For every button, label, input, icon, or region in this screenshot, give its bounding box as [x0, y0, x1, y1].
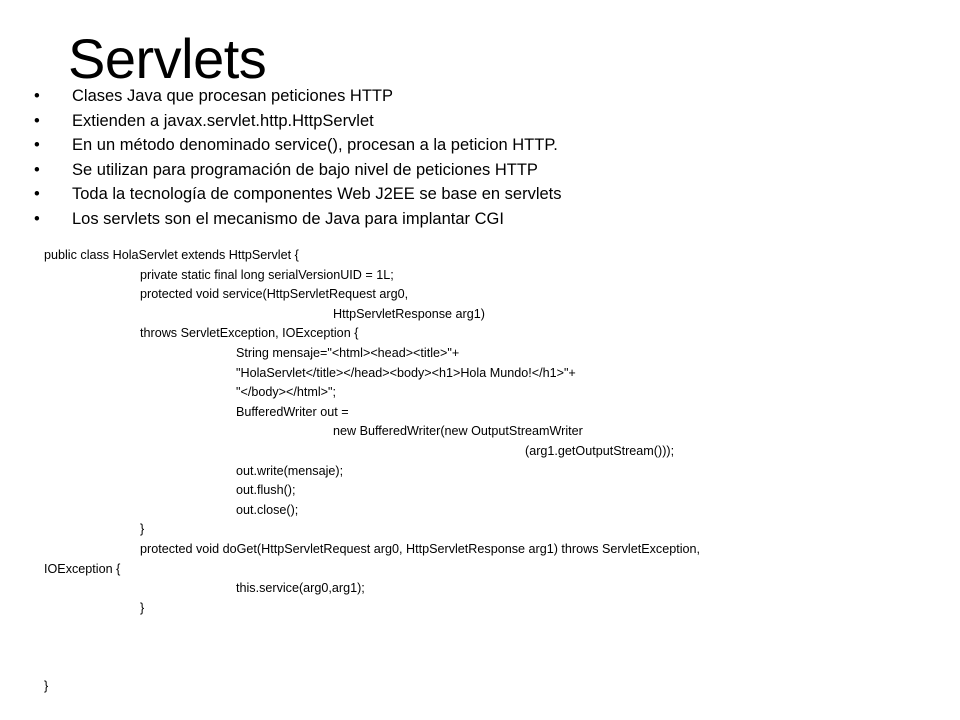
code-line	[0, 560, 960, 580]
bullet-item	[0, 84, 960, 109]
code-line-text: throws ServletException, IOException {	[140, 326, 359, 341]
code-line-text: out.write(mensaje);	[236, 463, 344, 478]
code-line	[0, 442, 960, 462]
code-line-text: "HolaServlet</title></head><body><h1>Hola Mundo!</h1>"+	[236, 365, 576, 380]
code-line	[0, 501, 960, 521]
bullet-text: Clases Java que procesan peticiones HTTP	[72, 87, 393, 105]
code-line	[0, 266, 960, 286]
code-line-text: "</body></html>";	[236, 385, 336, 400]
code-line-text: private static final long serialVersionUID = 1L;	[140, 267, 394, 282]
code-line	[0, 383, 960, 403]
code-line	[0, 305, 960, 325]
code-line-text: }	[140, 600, 145, 615]
code-line-text: }	[140, 522, 145, 537]
code-line-text: out.flush();	[236, 483, 296, 498]
slide-title: Servlets	[68, 27, 267, 90]
code-line	[0, 599, 960, 619]
code-spacer	[0, 618, 960, 677]
code-line	[0, 462, 960, 482]
bullet-list	[0, 84, 960, 232]
bullet-text: Extienden a javax.servlet.http.HttpServlet	[72, 111, 374, 130]
bullet-marker: •	[34, 160, 40, 179]
bullet-item	[0, 109, 960, 134]
code-line-text: public class HolaServlet extends HttpServlet {	[44, 248, 299, 262]
bullet-marker: •	[34, 87, 40, 105]
code-line-text: protected void service(HttpServletRequest arg0,	[140, 287, 409, 302]
code-line-text: HttpServletResponse arg1)	[333, 306, 485, 321]
code-line	[0, 481, 960, 501]
code-line	[0, 344, 960, 364]
bullet-marker: •	[34, 185, 40, 204]
bullet-marker: •	[34, 111, 40, 130]
code-line	[0, 422, 960, 442]
code-line	[0, 677, 960, 697]
bullet-marker: •	[34, 209, 40, 228]
code-line-text: out.close();	[236, 502, 299, 517]
bullet-text: Toda la tecnología de componentes Web J2EE se base en servlets	[72, 185, 562, 204]
code-line-text: protected void doGet(HttpServletRequest arg0, HttpServletResponse arg1) throws ServletException,	[140, 541, 701, 556]
bullet-item	[0, 207, 960, 232]
bullet-item	[0, 133, 960, 158]
bullet-marker: •	[34, 136, 40, 155]
code-line-text: }	[44, 679, 49, 694]
code-line	[0, 403, 960, 423]
code-line-text: this.service(arg0,arg1);	[236, 581, 365, 596]
code-line-text: (arg1.getOutputStream()));	[525, 443, 675, 458]
code-line	[0, 520, 960, 540]
bullet-text: Se utilizan para programación de bajo nivel de peticiones HTTP	[72, 160, 538, 179]
code-line	[0, 285, 960, 305]
code-line	[0, 246, 960, 266]
bullet-item	[0, 158, 960, 183]
code-line-text: new BufferedWriter(new OutputStreamWriter	[333, 424, 583, 439]
bullet-text: Los servlets son el mecanismo de Java para implantar CGI	[72, 209, 504, 228]
code-line	[0, 324, 960, 344]
code-line-text: String mensaje="<html><head><title>"+	[236, 345, 460, 360]
code-line	[0, 540, 960, 560]
code-block	[0, 246, 960, 697]
code-line-text: BufferedWriter out =	[236, 404, 349, 419]
bullet-text: En un método denominado service(), procesan a la peticion HTTP.	[72, 136, 558, 155]
code-line-text: IOException {	[44, 561, 121, 576]
bullet-item	[0, 182, 960, 207]
code-line	[0, 364, 960, 384]
code-line	[0, 579, 960, 599]
